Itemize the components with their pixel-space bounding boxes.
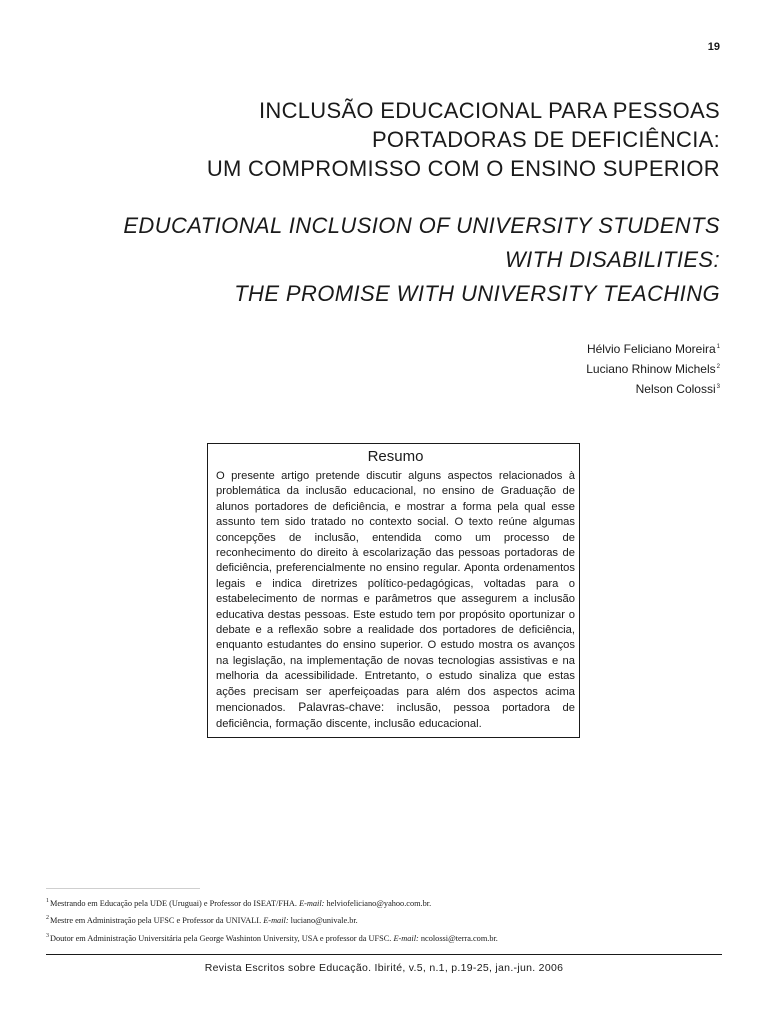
title-en-line-2: WITH DISABILITIES: — [504, 247, 720, 272]
title-pt-line-3: UM COMPROMISSO COM O ENSINO SUPERIOR — [206, 156, 720, 181]
footnote-email-label: E-mail: — [299, 898, 325, 908]
footnote — [46, 911, 498, 928]
footnote-text: Mestrando em Educação pela UDE (Uruguai) e Professor do ISEAT/FHA. — [50, 898, 297, 908]
keywords-text: inclusão, pessoa portadora de deficiência, formação discente, inclusão educacional. — [216, 702, 575, 730]
footnote-email-label: E-mail: — [393, 933, 419, 943]
author-name: Nelson Colossi — [635, 382, 716, 396]
keywords-label: Palavras-chave: — [298, 700, 385, 715]
author-name: Luciano Rhinow Michels — [586, 362, 716, 376]
footnote-mark: 3 — [46, 932, 49, 939]
title-portuguese — [80, 96, 720, 183]
title-en-line-3: THE PROMISE WITH UNIVERSITY TEACHING — [234, 281, 720, 306]
footnote-mark: 2 — [46, 915, 49, 922]
author-name: Hélvio Feliciano Moreira — [586, 342, 716, 356]
author — [586, 338, 720, 358]
author-list — [586, 338, 720, 398]
author — [586, 378, 720, 398]
footnote — [46, 894, 498, 911]
author-footnote-mark: 3 — [716, 384, 720, 390]
footnote-mark: 1 — [46, 898, 49, 904]
footer-divider — [46, 954, 722, 955]
footnote — [46, 929, 498, 946]
footnote-email: luciano@univale.br. — [290, 916, 358, 926]
title-pt-line-1: INCLUSÃO EDUCACIONAL PARA PESSOAS — [258, 98, 720, 123]
footnote-email: helviofeliciano@yahoo.com.br. — [326, 898, 432, 908]
page-number: 19 — [707, 41, 720, 53]
footnote-email: ncolossi@terra.com.br. — [420, 933, 498, 943]
journal-footer: Revista Escritos sobre Educação. Ibirité, v.5, n.1, p.19-25, jan.-jun. 2006 — [204, 962, 564, 974]
abstract-text: O presente artigo pretende discutir alguns aspectos relacionados à problemática da inclusão educacional, no ensino de Graduação de alunos portadores de deficiência, e mostrar a forma pela qual esse assunto tem sido tratado no contexto social. O texto reúne algumas concepções de inclusão, entendida como um processo de reconhecimento do direito à escolarização das pessoas portadoras de deficiência, preferencialmente no ensino regular. Aponta ordenamentos legais e indica diretrizes político-pedagógicas, voltadas para o estabelecimento de normas e parâmetros que assegurem a inclusão educativa destas pessoas. Este estudo tem por propósito oportunizar o debate e a reflexão sobre a realidade dos portadores de deficiência, enquanto estudantes do ensino superior. O estudo mostra os avanços na legislação, na implementação de novas tecnologias assistivas e na melhoria da acessibilidade. Entretanto, o estudo sinaliza que estas ações precisam ser aperfeiçoadas para além dos aspectos acima mencionados. — [216, 470, 575, 715]
title-pt-line-2: PORTADORAS DE DEFICIÊNCIA: — [371, 127, 720, 152]
author — [586, 358, 720, 378]
footnote-text: Doutor em Administração Universitária pela George Washinton University, USA e professor da UFSC. — [50, 933, 392, 943]
footnote-divider — [46, 888, 200, 889]
title-english — [60, 209, 720, 311]
abstract-body — [216, 469, 575, 732]
footnote-text: Mestre em Administração pela UFSC e Professor da UNIVALI. — [50, 916, 262, 926]
footnote-email-label: E-mail: — [263, 916, 289, 926]
abstract-box — [207, 443, 580, 738]
title-en-line-1: EDUCATIONAL INCLUSION OF UNIVERSITY STUDENTS — [123, 213, 720, 238]
abstract-heading: Resumo — [367, 448, 424, 465]
author-footnote-mark: 1 — [716, 344, 720, 350]
author-footnote-mark: 2 — [716, 364, 720, 370]
